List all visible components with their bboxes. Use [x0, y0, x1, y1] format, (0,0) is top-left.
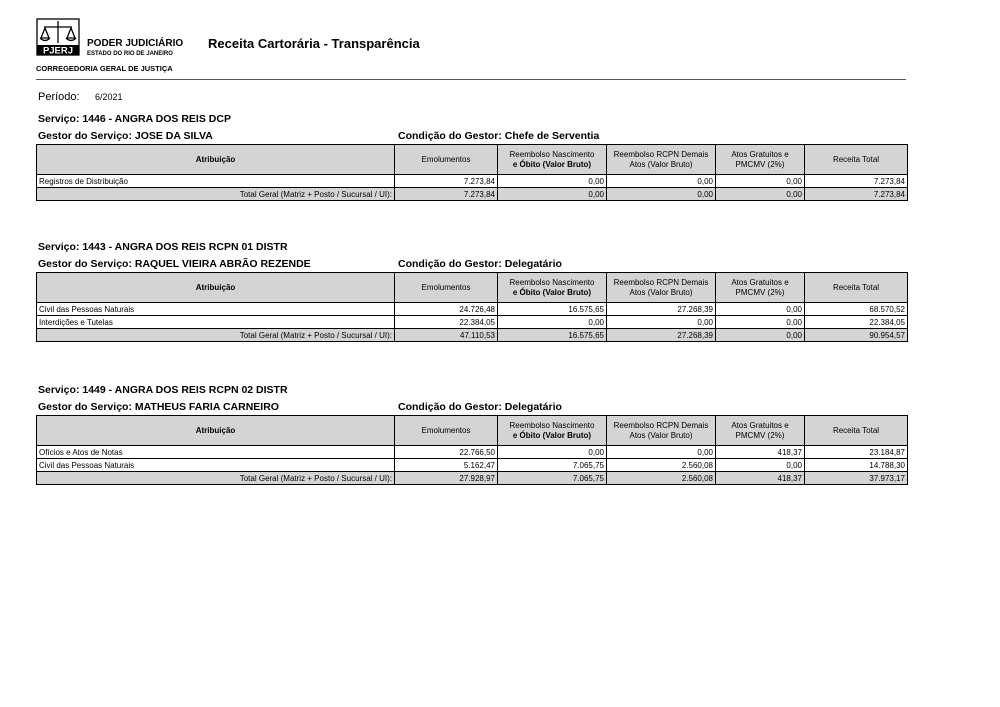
- total-atos-gratuitos: 0,00: [716, 329, 805, 342]
- row-atribuicao: Registros de Distribuição: [37, 175, 395, 188]
- row-atribuicao: Interdições e Tutelas: [37, 316, 395, 329]
- col-reembolso-nascimento: Reembolso Nascimento e Óbito (Valor Bruto): [498, 273, 607, 303]
- row-emolumentos: 24.726,48: [395, 303, 498, 316]
- total-emolumentos: 7.273,84: [395, 188, 498, 201]
- col-atos-gratuitos: Atos Gratuitos e PMCMV (2%): [716, 145, 805, 175]
- total-atos-gratuitos: 0,00: [716, 188, 805, 201]
- total-reembolso-rcpn: 0,00: [607, 188, 716, 201]
- total-emolumentos: 47.110,53: [395, 329, 498, 342]
- header-divider: [36, 79, 906, 80]
- total-emolumentos: 27.928,97: [395, 472, 498, 485]
- col-reembolso-nascimento: Reembolso Nascimento e Óbito (Valor Bruto): [498, 145, 607, 175]
- row-atribuicao: Civil das Pessoas Naturais: [37, 303, 395, 316]
- col-atribuicao: Atribuição: [37, 416, 395, 446]
- total-reembolso-nascimento: 7.065,75: [498, 472, 607, 485]
- row-reembolso-rcpn: 2.560,08: [607, 459, 716, 472]
- row-emolumentos: 7.273,84: [395, 175, 498, 188]
- row-reembolso-nascimento: 7.065,75: [498, 459, 607, 472]
- row-receita-total: 23.184,87: [805, 446, 908, 459]
- service-title: Serviço: 1443 - ANGRA DOS REIS RCPN 01 DISTR: [38, 241, 288, 253]
- service-manager: Gestor do Serviço: MATHEUS FARIA CARNEIRO: [38, 401, 279, 413]
- total-receita-total: 37.973,17: [805, 472, 908, 485]
- col-emolumentos: Emolumentos: [395, 273, 498, 303]
- row-receita-total: 7.273,84: [805, 175, 908, 188]
- col-emolumentos: Emolumentos: [395, 416, 498, 446]
- total-reembolso-nascimento: 0,00: [498, 188, 607, 201]
- total-atos-gratuitos: 418,37: [716, 472, 805, 485]
- total-row: [37, 329, 908, 342]
- row-atos-gratuitos: 418,37: [716, 446, 805, 459]
- col-reembolso-rcpn: Reembolso RCPN Demais Atos (Valor Bruto): [607, 273, 716, 303]
- total-reembolso-nascimento: 16.575,65: [498, 329, 607, 342]
- row-atos-gratuitos: 0,00: [716, 175, 805, 188]
- period: [38, 91, 123, 103]
- total-label: Total Geral (Matriz + Posto / Sucursal / UI):: [37, 188, 395, 201]
- table-row: [37, 446, 908, 459]
- table-row: [37, 175, 908, 188]
- row-reembolso-rcpn: 0,00: [607, 446, 716, 459]
- col-atribuicao: Atribuição: [37, 145, 395, 175]
- col-emolumentos: Emolumentos: [395, 145, 498, 175]
- manager-condition: Condição do Gestor: Chefe de Serventia: [398, 130, 600, 142]
- col-atos-gratuitos: Atos Gratuitos e PMCMV (2%): [716, 416, 805, 446]
- revenue-table: [36, 144, 908, 201]
- table-header: [37, 416, 908, 446]
- total-row: [37, 188, 908, 201]
- total-reembolso-rcpn: 27.268,39: [607, 329, 716, 342]
- total-label: Total Geral (Matriz + Posto / Sucursal / UI):: [37, 329, 395, 342]
- logo-text: PJERJ: [42, 45, 74, 56]
- service-manager: Gestor do Serviço: JOSE DA SILVA: [38, 130, 213, 142]
- row-atribuicao: Civil das Pessoas Naturais: [37, 459, 395, 472]
- row-reembolso-nascimento: 0,00: [498, 175, 607, 188]
- table-row: [37, 303, 908, 316]
- row-atribuicao: Ofícios e Atos de Notas: [37, 446, 395, 459]
- col-receita-total: Receita Total: [805, 273, 908, 303]
- col-reembolso-rcpn: Reembolso RCPN Demais Atos (Valor Bruto): [607, 145, 716, 175]
- org-department: CORREGEDORIA GERAL DE JUSTIÇA: [36, 64, 173, 73]
- table-row: [37, 459, 908, 472]
- service-title: Serviço: 1446 - ANGRA DOS REIS DCP: [38, 113, 231, 125]
- total-receita-total: 7.273,84: [805, 188, 908, 201]
- row-receita-total: 22.384,05: [805, 316, 908, 329]
- row-reembolso-rcpn: 27.268,39: [607, 303, 716, 316]
- row-reembolso-rcpn: 0,00: [607, 175, 716, 188]
- revenue-table: [36, 415, 908, 485]
- service-manager: Gestor do Serviço: RAQUEL VIEIRA ABRÃO REZENDE: [38, 258, 311, 270]
- org-state: ESTADO DO RIO DE JANEIRO: [87, 51, 173, 57]
- period-value: 6/2021: [95, 92, 123, 102]
- manager-condition: Condição do Gestor: Delegatário: [398, 401, 562, 413]
- total-reembolso-rcpn: 2.560,08: [607, 472, 716, 485]
- row-reembolso-rcpn: 0,00: [607, 316, 716, 329]
- row-emolumentos: 22.384,05: [395, 316, 498, 329]
- service-title: Serviço: 1449 - ANGRA DOS REIS RCPN 02 DISTR: [38, 384, 288, 396]
- pjerj-logo-icon: [36, 18, 80, 56]
- row-reembolso-nascimento: 0,00: [498, 316, 607, 329]
- col-receita-total: Receita Total: [805, 145, 908, 175]
- table-header: [37, 273, 908, 303]
- row-reembolso-nascimento: 0,00: [498, 446, 607, 459]
- col-receita-total: Receita Total: [805, 416, 908, 446]
- revenue-table: [36, 272, 908, 342]
- row-emolumentos: 22.766,50: [395, 446, 498, 459]
- total-receita-total: 90.954,57: [805, 329, 908, 342]
- col-atos-gratuitos: Atos Gratuitos e PMCMV (2%): [716, 273, 805, 303]
- total-label: Total Geral (Matriz + Posto / Sucursal / UI):: [37, 472, 395, 485]
- row-atos-gratuitos: 0,00: [716, 316, 805, 329]
- row-emolumentos: 5.162,47: [395, 459, 498, 472]
- col-reembolso-rcpn: Reembolso RCPN Demais Atos (Valor Bruto): [607, 416, 716, 446]
- table-header: [37, 145, 908, 175]
- row-atos-gratuitos: 0,00: [716, 459, 805, 472]
- period-label: Período:: [38, 91, 80, 103]
- manager-condition: Condição do Gestor: Delegatário: [398, 258, 562, 270]
- col-reembolso-nascimento: Reembolso Nascimento e Óbito (Valor Bruto): [498, 416, 607, 446]
- page-title: Receita Cartorária - Transparência: [208, 36, 420, 51]
- col-atribuicao: Atribuição: [37, 273, 395, 303]
- total-row: [37, 472, 908, 485]
- table-row: [37, 316, 908, 329]
- row-receita-total: 14.788,30: [805, 459, 908, 472]
- org-name: PODER JUDICIÁRIO: [87, 38, 184, 49]
- row-receita-total: 68.570,52: [805, 303, 908, 316]
- row-atos-gratuitos: 0,00: [716, 303, 805, 316]
- row-reembolso-nascimento: 16.575,65: [498, 303, 607, 316]
